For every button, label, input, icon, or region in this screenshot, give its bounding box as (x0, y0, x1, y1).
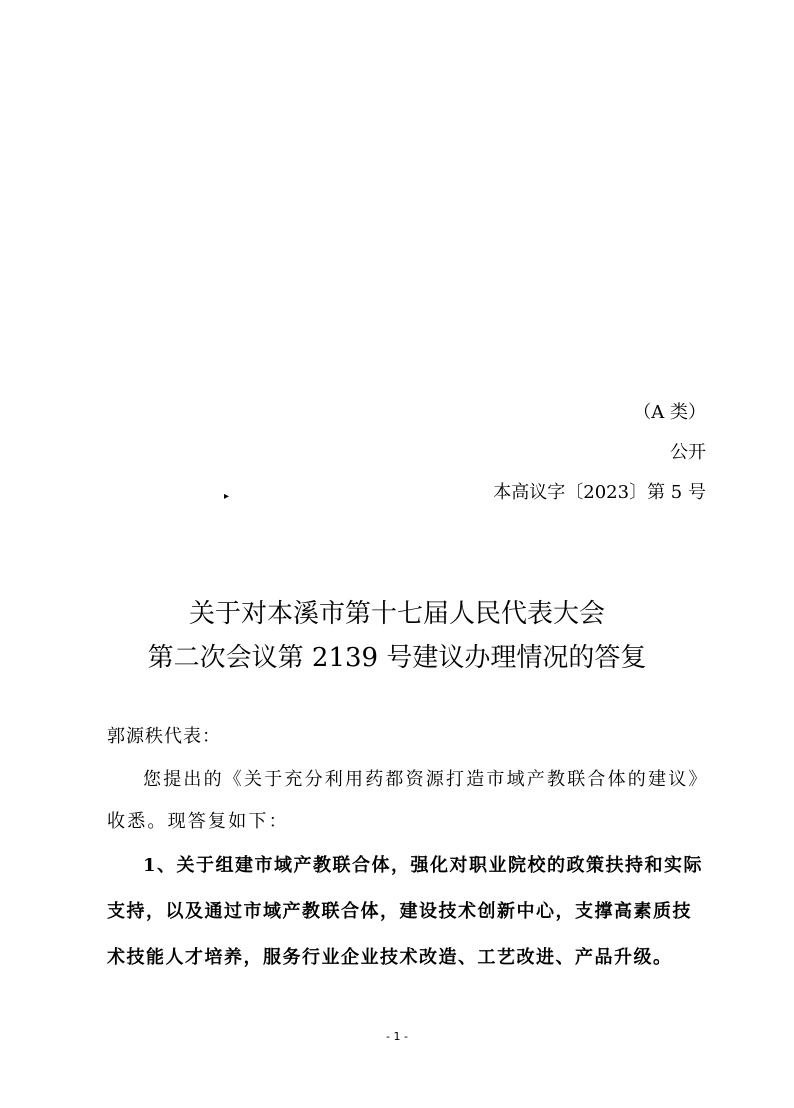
salutation: 郭源秩代表： (107, 726, 221, 747)
triangle-marker-icon: ▸ (224, 491, 230, 502)
page-number: - 1 - (386, 1030, 408, 1043)
paragraph-intro: 您提出的《关于充分利用药都资源打造市域产教联合体的建议》收悉。现答复如下： (107, 769, 709, 832)
title-line-2: 第二次会议第 2139 号建议办理情况的答复 (147, 643, 647, 673)
category-label: （A 类） (633, 402, 706, 423)
disclosure-label: 公开 (670, 442, 706, 463)
document-header (493, 404, 706, 524)
document-number: 本高议字〔2023〕第 5 号 (493, 482, 706, 503)
document-title (0, 592, 794, 680)
paragraph-item-1: 1、关于组建市域产教联合体，强化对职业院校的政策扶持和实际支持，以及通过市域产教联合体，建设技术创新中心，支撑高素质技术技能人才培养，服务行业企业技术改造、工艺改进、产品升级。 (107, 855, 704, 968)
title-line-1: 关于对本溪市第十七届人民代表大会 (188, 599, 605, 629)
